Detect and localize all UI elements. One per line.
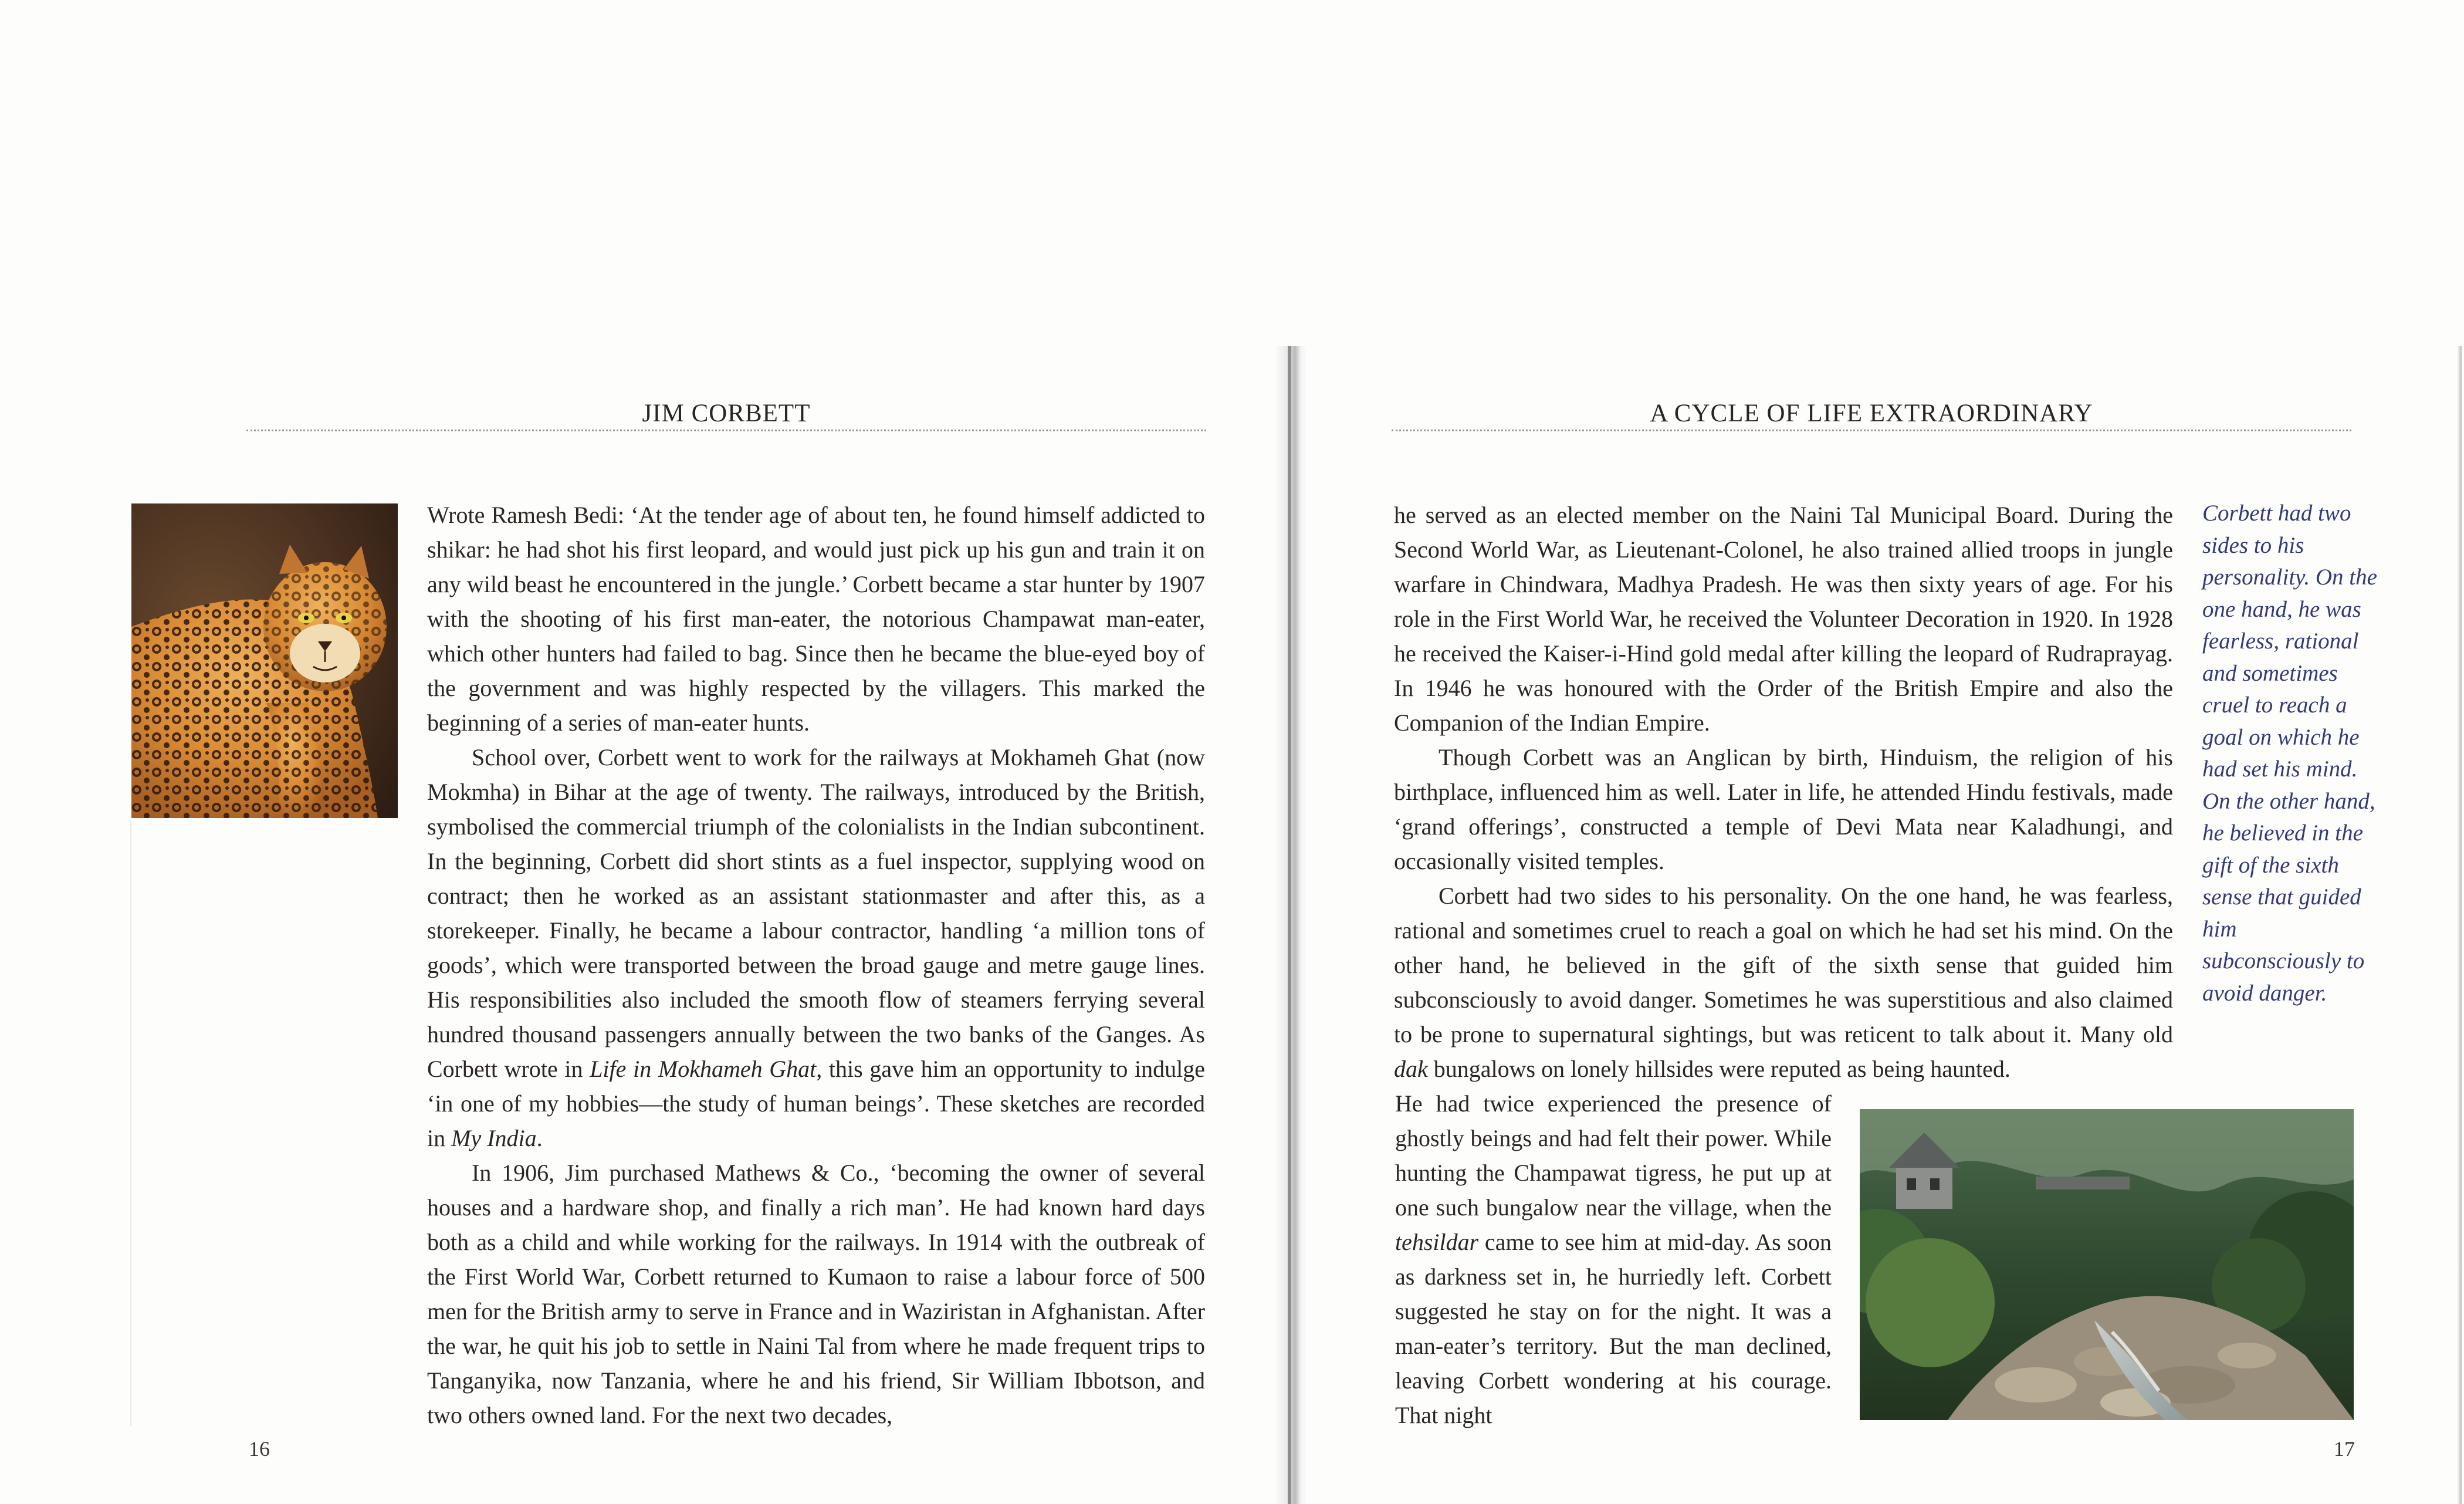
running-head-right: A CYCLE OF LIFE EXTRAORDINARY: [1650, 400, 2093, 427]
paragraph: He had twice experienced the presence of ghostly beings and had felt their power. While hunting the Champawat tigress, he put up at one such bungalow near the village, when the tehsildar came to see him at mid-day. As soon as darkness set in, he hurriedly left. Corbett suggested he stay on for the night. It was a man-eater’s territory. But the man declined, leaving Corbett wondering at his courage. That night: [1395, 1090, 1832, 1428]
page-edge: [2457, 346, 2462, 1504]
left-page-body: [427, 498, 1205, 1432]
river-photo: [1860, 1109, 2354, 1420]
italic-text: Life in Mokhameh Ghat: [590, 1056, 817, 1082]
paragraph: Corbett had two sides to his personality. On the one hand, he was fearless, rational and sometimes cruel to reach a goal on which he had set his mind. On the other hand, he believed in the gift of the sixth sense that guided him subconsciously to avoid danger. Sometimes he was superstitious and also claimed to be prone to supernatural sightings, but was reticent to talk about it. Many old dak bungalows on lonely hillsides were reputed as being haunted.: [1394, 883, 2173, 1082]
header-rule-left: [246, 430, 1206, 431]
paragraph: School over, Corbett went to work for the railways at Mokhameh Ghat (now Mokmha) in Bihar at the age of twenty. The railways, introduced by the British, symbolised the commercial triumph of the colonialists in the Indian subcontinent. In the beginning, Corbett did short stints as a fuel inspector, supplying wood on contract; then he worked as an assistant stationmaster and after this, as a storekeeper. Finally, he became a labour contractor, handling ‘a million tons of goods’, which were transported between the broad gauge and metre gauge lines. His responsibilities also included the smooth flow of steamers ferrying several hundred thousand passengers annually between the two banks of the Ganges. As Corbett wrote in Life in Mokhameh Ghat, this gave him an opportunity to indulge ‘in one of my hobbies—the study of human beings’. These sketches are recorded in My India.: [427, 744, 1205, 1151]
leopard-illustration: [131, 503, 398, 818]
italic-text: tehsildar: [1395, 1229, 1479, 1255]
paragraph: Wrote Ramesh Bedi: ‘At the tender age of about ten, he found himself addicted to shikar: he had shot his first leopard, and would just pick up his gun and train it on any wild beast he encountered in the jungle.’ Corbett became a star hunter by 1907 with the shooting of his first man-eater, the notorious Champawat man-eater, which other hunters had failed to bag. Since then he became the blue-eyed boy of the government and was highly respected by the villagers. This marked the beginning of a series of man-eater hunts.: [427, 502, 1205, 736]
header-rule-right: [1392, 430, 2351, 431]
gutter-shadow: [1288, 346, 1291, 1504]
paragraph: Though Corbett was an Anglican by birth, Hinduism, the religion of his birthplace, influenced him as well. Later in life, he attended Hindu festivals, made ‘grand offerings’, constructed a temple of Devi Mata near Kaladhungi, and occasionally visited temples.: [1394, 744, 2173, 874]
page-number-left: 16: [249, 1437, 270, 1461]
right-page-body-bottom: [1395, 1086, 1832, 1432]
right-page-body-top: [1394, 498, 2173, 1086]
italic-text: dak: [1394, 1056, 1428, 1082]
page-margin-shadow: [130, 822, 131, 1426]
italic-text: My India: [451, 1125, 537, 1151]
pull-quote: Corbett had two sides to his personality. On the one hand, he was fearless, rational and sometimes cruel to reach a goal on which he had set his mind. On the other hand, he believed in the gift of the sixth sense that guided him subconsciously to avoid danger.: [2202, 501, 2377, 1006]
running-head-left: JIM CORBETT: [642, 400, 811, 427]
paragraph: he served as an elected member on the Naini Tal Municipal Board. During the Second World War, as Lieutenant-Colonel, he also trained allied troops in jungle warfare in Chindwara, Madhya Pradesh. He was then sixty years of age. For his role in the First World War, he received the Volunteer Decoration in 1920. In 1928 he received the Kaiser-i-Hind gold medal after killing the leopard of Rudraprayag. In 1946 he was honoured with the Order of the British Empire and also the Companion of the Indian Empire.: [1394, 502, 2173, 736]
paragraph: In 1906, Jim purchased Mathews & Co., ‘becoming the owner of several houses and a hardware shop, and finally a rich man’. He had known hard days both as a child and while working for the railways. In 1914 with the outbreak of the First World War, Corbett returned to Kumaon to raise a labour force of 500 men for the British army to serve in France and in Waziristan in Afghanistan. After the war, he quit his job to settle in Naini Tal from where he made frequent trips to Tanganyika, now Tanzania, where he and his friend, Sir William Ibbotson, and two others owned land. For the next two decades,: [427, 1160, 1205, 1428]
page-number-right: 17: [2334, 1437, 2355, 1461]
